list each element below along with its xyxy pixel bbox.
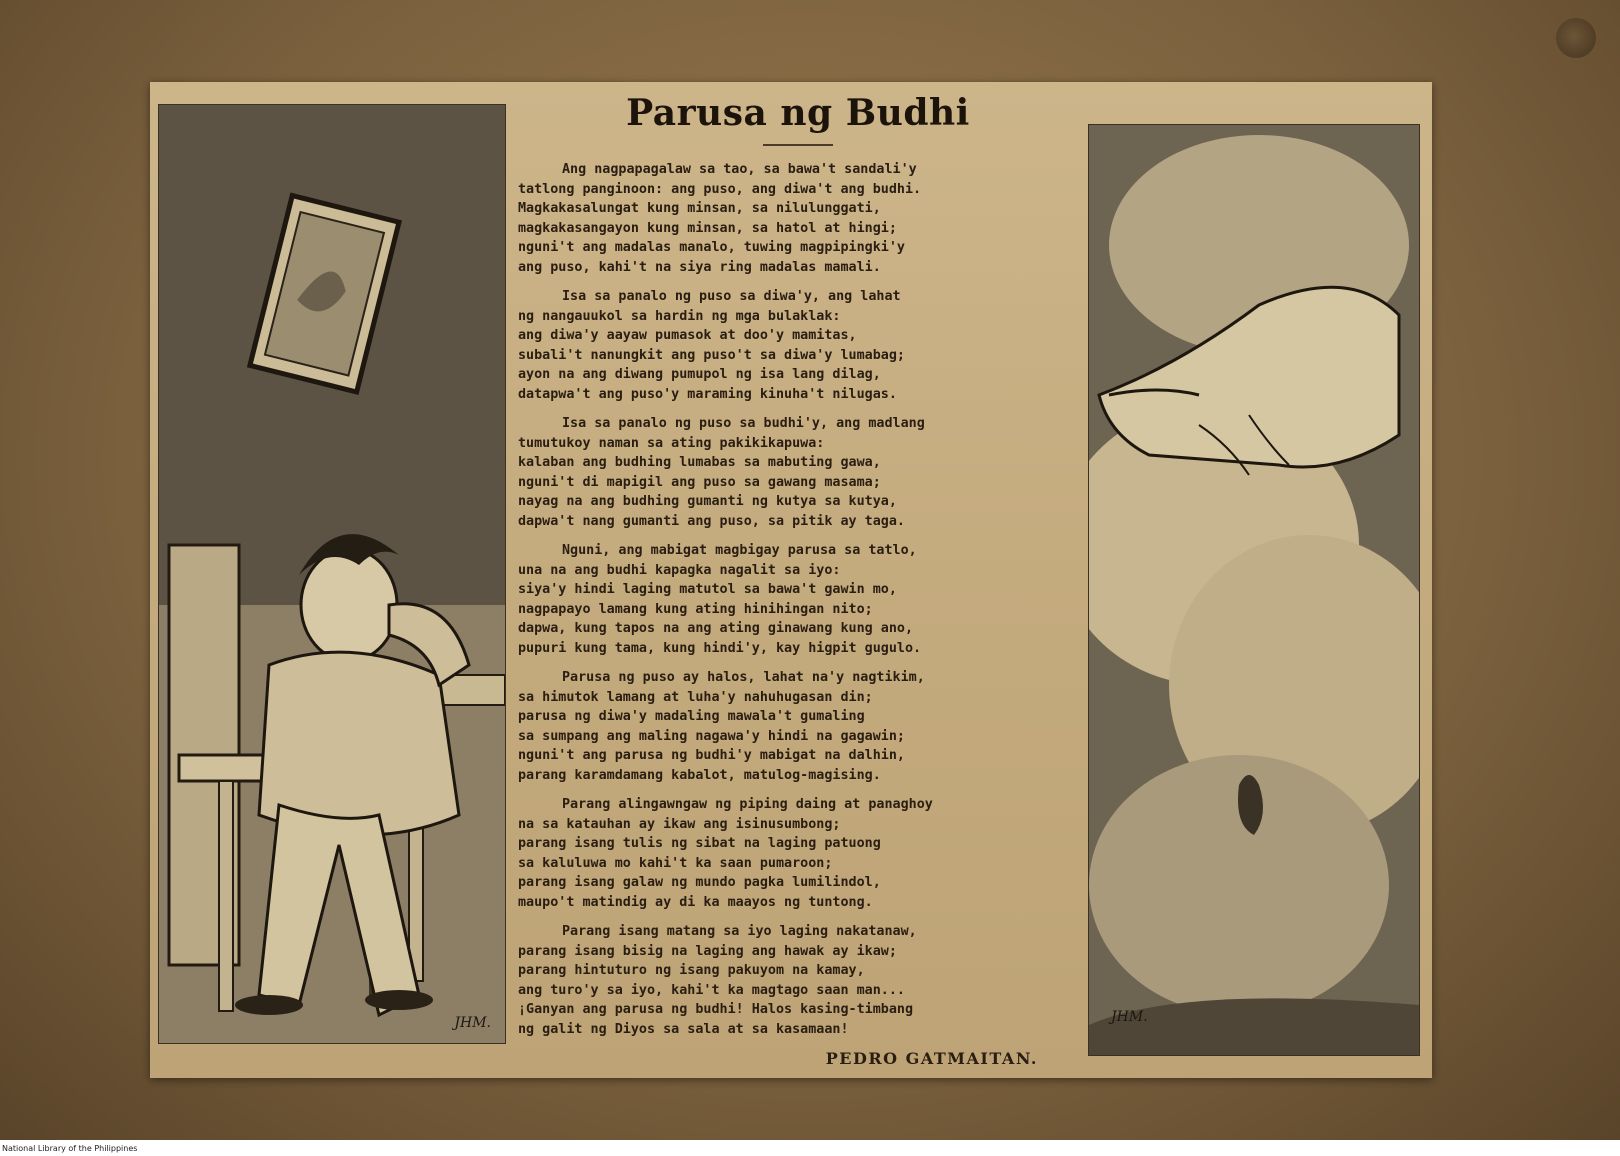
poem-line: parang hintuturo ng isang pakuyom na kamay,	[518, 963, 865, 978]
poem-title: Parusa ng Budhi	[626, 92, 970, 134]
poem-line: nguni't ang madalas manalo, tuwing magpipingki'y	[518, 240, 905, 255]
poem-line: ang diwa'y aayaw pumasok at doo'y mamitas,	[518, 328, 857, 343]
poem-line: siya'y hindi laging matutol sa bawa't gawin mo,	[518, 582, 897, 597]
poem-line: parusa ng diwa'y madaling mawala't gumaling	[518, 709, 865, 724]
poem-line: ¡Ganyan ang parusa ng budhi! Halos kasing-timbang	[518, 1002, 914, 1017]
stanza	[518, 414, 1078, 531]
stanza	[518, 160, 1078, 277]
poem-line: Isa sa panalo ng puso sa diwa'y, ang lahat	[562, 289, 901, 304]
left-illustration	[158, 104, 506, 1044]
poem-line: una na ang budhi kapagka nagalit sa iyo:	[518, 562, 841, 578]
poem-line: nguni't ang parusa ng budhi'y mabigat na dalhin,	[518, 748, 905, 763]
poem-line: sa sumpang ang maling nagawa'y hindi na gagawin;	[518, 728, 905, 744]
poem-line: dapwa't nang gumanti ang puso, sa pitik ay taga.	[518, 513, 905, 529]
poem-line: ayon na ang diwang pumupol ng isa lang dilag,	[518, 367, 881, 382]
newspaper-clipping	[150, 82, 1432, 1078]
poem-line: datapwa't ang puso'y maraming kinuha't nilugas.	[518, 386, 897, 402]
poem-line: parang karamdamang kabalot, matulog-magising.	[518, 767, 881, 783]
stanza	[518, 668, 1078, 785]
poem-line: kalaban ang budhing lumabas sa mabuting gawa,	[518, 455, 881, 470]
poem-line: Parusa ng puso ay halos, lahat na'y nagtikim,	[562, 670, 925, 685]
poem	[518, 90, 1078, 1070]
poem-line: Ang nagpapagalaw sa tao, sa bawa't sandali'y	[562, 162, 917, 177]
poem-line: ang turo'y sa iyo, kahi't ka magtago saan man...	[518, 982, 905, 998]
stanza	[518, 795, 1078, 912]
poem-line: tatlong panginoon: ang puso, ang diwa't ang budhi.	[518, 181, 922, 197]
poem-line: dapwa, kung tapos na ang ating ginawang kung ano,	[518, 621, 914, 636]
poem-line: na sa katauhan ay ikaw ang isinusumbong;	[518, 816, 841, 832]
poem-line: Parang alingawngaw ng piping daing at panaghoy	[562, 797, 933, 812]
right-illustration	[1088, 124, 1420, 1056]
poem-line: pupuri kung tama, kung hindi'y, kay higpit gugulo.	[518, 640, 922, 656]
poem-line: magkakasangayon kung minsan, sa hatol at hingi;	[518, 220, 897, 236]
poem-line: nayag na ang budhing gumanti ng kutya sa kutya,	[518, 494, 897, 509]
poem-line: parang isang tulis ng sibat na laging patuong	[518, 836, 881, 851]
poem-author: PEDRO GATMAITAN.	[825, 1049, 1038, 1068]
poem-line: subali't nanungkit ang puso't sa diwa'y lumabag;	[518, 347, 905, 363]
stanza	[518, 541, 1078, 658]
title-rule	[763, 144, 833, 146]
stanza	[518, 287, 1078, 404]
stanza	[518, 922, 1078, 1039]
poem-line: parang isang galaw ng mundo pagka lumilindol,	[518, 875, 881, 890]
pin-mark	[1556, 18, 1596, 58]
poem-line: Isa sa panalo ng puso sa budhi'y, ang madlang	[562, 416, 925, 431]
poem-line: Nguni, ang mabigat magbigay parusa sa tatlo,	[562, 543, 917, 558]
poem-line: sa himutok lamang at luha'y nahuhugasan din;	[518, 689, 873, 705]
poem-line: nguni't di mapigil ang puso sa gawang masama;	[518, 474, 881, 490]
poem-line: sa kaluluwa mo kahi't ka saan pumaroon;	[518, 855, 833, 871]
poem-line: ng nangauukol sa hardin ng mga bulaklak:	[518, 308, 841, 324]
poem-line: Magkakasalungat kung minsan, sa nilulunggati,	[518, 201, 881, 216]
right-illustration-signature: JHM.	[1111, 1009, 1148, 1025]
footer-strip	[0, 1140, 1620, 1156]
poem-line: Parang isang matang sa iyo laging nakatanaw,	[562, 924, 917, 939]
poem-line: ang puso, kahi't na siya ring madalas mamali.	[518, 259, 881, 275]
pointing-hand-drawing	[1089, 125, 1419, 1055]
poem-stanzas	[518, 160, 1078, 1039]
poem-line: nagpapayo lamang kung ating hinihingan nito;	[518, 601, 873, 617]
poem-line: parang isang bisig na laging ang hawak ay ikaw;	[518, 943, 897, 959]
poem-line: tumutukoy naman sa ating pakikikapuwa:	[518, 435, 825, 451]
poem-line: ng galit ng Diyos sa sala at sa kasamaan!	[518, 1021, 849, 1037]
left-illustration-signature: JHM.	[454, 1015, 491, 1031]
library-credit: National Library of the Philippines	[2, 1144, 138, 1153]
seated-man-drawing	[159, 105, 505, 1043]
poem-line: maupo't matindig ay di ka maayos ng tuntong.	[518, 894, 873, 910]
